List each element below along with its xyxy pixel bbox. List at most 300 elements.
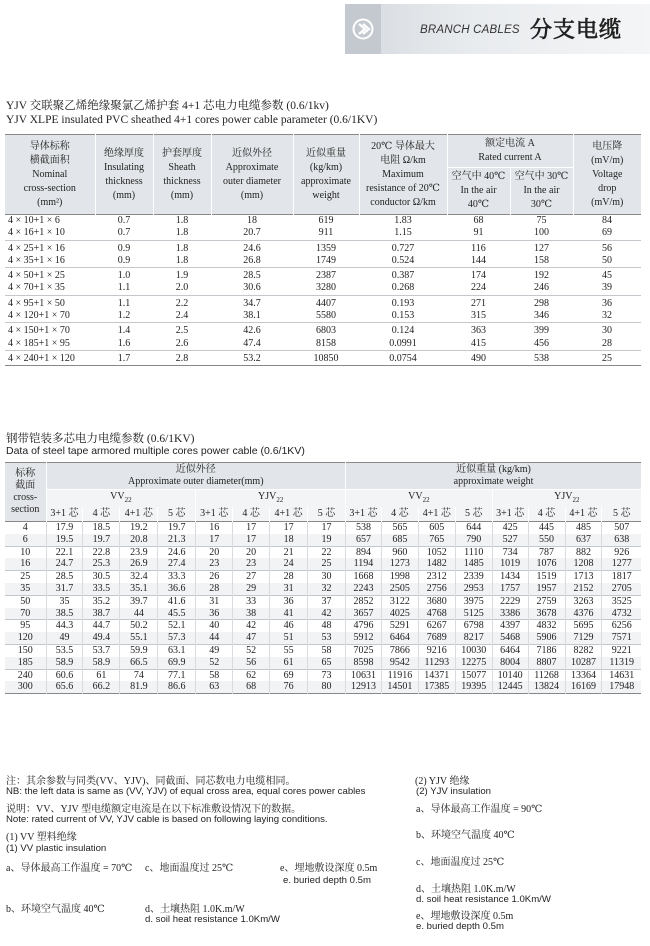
table-cell: 42.6 bbox=[211, 323, 293, 338]
table-cell: 1668 bbox=[346, 571, 382, 583]
header-sheath-thickness: 护套厚度 Sheath thickness (mm) bbox=[153, 135, 211, 215]
table-cell: 20 bbox=[196, 546, 233, 558]
table-cell: 47.4 bbox=[243, 337, 261, 349]
section-cell: 240 bbox=[5, 669, 46, 681]
table-cell: 53 bbox=[308, 632, 346, 644]
table-cell: 2505 bbox=[381, 583, 418, 595]
section-cell: 95 bbox=[5, 620, 46, 632]
table-row bbox=[5, 227, 641, 240]
table-row bbox=[5, 632, 641, 644]
table-cell: 456 bbox=[534, 337, 549, 349]
table-cell: 5125 bbox=[455, 608, 492, 620]
table-cell: 7866 bbox=[381, 644, 418, 656]
table-cell: 16169 bbox=[565, 681, 602, 693]
table-cell: 35.2 bbox=[83, 595, 120, 607]
header-resistance: 20℃ 导体最大 电阻 Ω/km Maximum resistance of 20℃ conductor Ω/km bbox=[359, 135, 447, 215]
table-cell: 1019 bbox=[492, 558, 528, 570]
table-cell: 58 bbox=[308, 644, 346, 656]
table-cell: 41 bbox=[270, 608, 308, 620]
table-row bbox=[5, 240, 641, 255]
table-cell: 1110 bbox=[455, 546, 492, 558]
table-cell: 960 bbox=[381, 546, 418, 558]
table-cell: 0.7 bbox=[117, 227, 131, 239]
table-cell: 346 bbox=[534, 310, 549, 322]
table-cell: 4407 bbox=[293, 295, 359, 310]
table-cell: 490 bbox=[447, 350, 510, 365]
table-cell: 23 bbox=[196, 558, 233, 570]
note-1-en: NB: the left data is same as (VV, YJV) of equal cross area, equal cores power cables bbox=[6, 786, 366, 797]
table-cell: 28 bbox=[196, 583, 233, 595]
table-cell: 2705 bbox=[602, 583, 641, 595]
table-cell: 8598 bbox=[346, 657, 382, 669]
section-cell: 70 bbox=[5, 608, 46, 620]
table-cell: 35 bbox=[46, 595, 83, 607]
table-cell: 91 bbox=[473, 227, 484, 239]
section-cell: 10 bbox=[5, 546, 46, 558]
table-cell: 1434 bbox=[492, 571, 528, 583]
table-cell: 538 bbox=[346, 522, 382, 534]
table-cell: 911 bbox=[318, 227, 334, 239]
table-cell: 2152 bbox=[565, 583, 602, 595]
table-cell: 32 bbox=[602, 310, 612, 322]
table-cell: 1519 bbox=[528, 571, 565, 583]
table-cell: 415 bbox=[471, 337, 486, 349]
header-cross-section: 导体标称 横截面积 Nominal cross-section (mm²) bbox=[5, 135, 95, 215]
table-row bbox=[5, 620, 641, 632]
table-cell: 86.6 bbox=[158, 681, 196, 693]
table-cell: 3657 bbox=[346, 608, 382, 620]
table-cell: 315 bbox=[471, 310, 486, 322]
table-cell: 0.153 bbox=[391, 310, 415, 322]
header-core-count: 4 芯 bbox=[381, 507, 418, 522]
table-cell: 41.6 bbox=[158, 595, 196, 607]
table-cell: 7025 bbox=[346, 644, 382, 656]
table-cell: 38 bbox=[233, 608, 270, 620]
table-cell: 61 bbox=[83, 669, 120, 681]
table-cell: 1273 bbox=[381, 558, 418, 570]
table-cell: 8004 bbox=[492, 657, 528, 669]
table-cell: 1076 bbox=[528, 558, 565, 570]
table-cell: 1359 bbox=[293, 240, 359, 255]
table-cell: 0.524 bbox=[391, 254, 415, 266]
table-cell: 53.7 bbox=[83, 644, 120, 656]
vv-heading-en: (1) VV plastic insulation bbox=[6, 843, 107, 854]
table-cell: 50.2 bbox=[120, 620, 158, 632]
table-row bbox=[5, 268, 641, 283]
cable-spec-cell: 4 × 70+1 × 35 bbox=[8, 282, 65, 294]
table-cell: 158 bbox=[534, 254, 549, 266]
table-cell: 11319 bbox=[602, 657, 641, 669]
table-cell: 77.1 bbox=[158, 669, 196, 681]
yjv-condition-e-cn: e、埋地敷设深度 0.5m bbox=[416, 911, 514, 922]
section-cell: 25 bbox=[5, 571, 46, 583]
table-cell: 17 bbox=[233, 534, 270, 546]
banner-title-cn: 分支电缆 bbox=[530, 18, 623, 43]
note-1-cn: 注：其余参数与同类(VV、YJV)、同截面、同芯数电力电缆相同。 bbox=[6, 776, 296, 787]
table-cell: 1.4 bbox=[95, 323, 153, 338]
table-cell: 246 bbox=[534, 282, 549, 294]
table-cell: 7129 bbox=[565, 632, 602, 644]
table-cell: 12445 bbox=[492, 681, 528, 693]
table-cell: 1957 bbox=[528, 583, 565, 595]
table-cell: 644 bbox=[455, 522, 492, 534]
table-cell: 65.6 bbox=[46, 681, 83, 693]
table-cell: 28 bbox=[270, 571, 308, 583]
table-cell: 790 bbox=[455, 534, 492, 546]
table-cell: 39 bbox=[602, 282, 612, 294]
table-cell: 5291 bbox=[381, 620, 418, 632]
table-cell: 60.6 bbox=[46, 669, 83, 681]
table-cell: 7571 bbox=[602, 632, 641, 644]
table-cell: 9216 bbox=[418, 644, 455, 656]
table-row bbox=[5, 295, 641, 310]
table-cell: 765 bbox=[418, 534, 455, 546]
table-cell: 1.9 bbox=[153, 268, 211, 283]
table-row bbox=[5, 215, 641, 228]
table-cell: 84 bbox=[602, 215, 612, 226]
header-nominal-section: 标称 截面 cross- section bbox=[5, 463, 46, 522]
table-cell: 1713 bbox=[565, 571, 602, 583]
header-voltage-drop: 电压降 (mV/m) Voltage drop (mV/m) bbox=[573, 135, 641, 215]
note-2-en: Note: rated current of VV, YJV cable is based on following laying conditions. bbox=[6, 814, 328, 825]
table-cell: 0.268 bbox=[391, 282, 415, 294]
table-cell: 485 bbox=[565, 522, 602, 534]
section-cell: 6 bbox=[5, 534, 46, 546]
table-cell: 42 bbox=[308, 608, 346, 620]
table-cell: 1.8 bbox=[153, 240, 211, 255]
table-cell: 1998 bbox=[381, 571, 418, 583]
table-cell: 19395 bbox=[455, 681, 492, 693]
table-cell: 18.5 bbox=[83, 522, 120, 534]
table-cell: 4796 bbox=[346, 620, 382, 632]
cable-spec-cell: 4 × 240+1 × 120 bbox=[5, 350, 95, 365]
table-cell: 49 bbox=[46, 632, 83, 644]
table-cell: 14371 bbox=[418, 669, 455, 681]
table-cell: 2756 bbox=[418, 583, 455, 595]
header-core-count: 4 芯 bbox=[528, 507, 565, 522]
table-row bbox=[5, 595, 641, 607]
table-cell: 26.9 bbox=[120, 558, 158, 570]
table-cell: 11916 bbox=[381, 669, 418, 681]
table-cell: 527 bbox=[492, 534, 528, 546]
table-cell: 49 bbox=[196, 644, 233, 656]
header-rated-current: 额定电流 A Rated current A bbox=[447, 135, 573, 168]
table-cell: 3386 bbox=[492, 608, 528, 620]
header-vv-weight: $VV_{22}$ bbox=[346, 490, 493, 508]
table-cell: 1.15 bbox=[394, 227, 412, 239]
table-cell: 399 bbox=[510, 323, 573, 338]
yjv-condition-a: a、导体最高工作温度 = 90℃ bbox=[416, 804, 543, 815]
table-cell: 2953 bbox=[455, 583, 492, 595]
table-cell: 298 bbox=[510, 295, 573, 310]
table-cell: 1757 bbox=[492, 583, 528, 595]
table-cell: 7689 bbox=[418, 632, 455, 644]
table-cell: 926 bbox=[602, 546, 641, 558]
table-cell: 24 bbox=[270, 558, 308, 570]
table-cell: 31.7 bbox=[46, 583, 83, 595]
header-core-count: 4+1 芯 bbox=[565, 507, 602, 522]
table-cell: 55 bbox=[270, 644, 308, 656]
table-cell: 192 bbox=[510, 268, 573, 283]
table-cell: 3525 bbox=[602, 595, 641, 607]
table-cell: 58.9 bbox=[83, 657, 120, 669]
table-cell: 4025 bbox=[381, 608, 418, 620]
table-row bbox=[5, 583, 641, 595]
table-cell: 3975 bbox=[455, 595, 492, 607]
table-cell: 45.5 bbox=[158, 608, 196, 620]
table-cell: 19.2 bbox=[120, 522, 158, 534]
table-cell: 6267 bbox=[418, 620, 455, 632]
vv-heading-cn: (1) VV 塑料绝缘 bbox=[6, 832, 77, 843]
table-cell: 17 bbox=[270, 522, 308, 534]
header-core-count: 3+1 芯 bbox=[346, 507, 382, 522]
cable-spec-cell: 4 × 95+1 × 50 bbox=[5, 295, 95, 310]
table-cell: 271 bbox=[447, 295, 510, 310]
table-cell: 1.6 bbox=[117, 337, 131, 349]
table-cell: 22.8 bbox=[83, 546, 120, 558]
table-cell: 425 bbox=[492, 522, 528, 534]
table-cell: 8217 bbox=[455, 632, 492, 644]
table-cell: 66.2 bbox=[83, 681, 120, 693]
yjv-condition-b: b、环境空气温度 40℃ bbox=[416, 830, 515, 841]
table-row bbox=[5, 644, 641, 656]
table-cell: 30.6 bbox=[243, 282, 261, 294]
table-cell: 19.7 bbox=[158, 522, 196, 534]
table-cell: 24.6 bbox=[211, 240, 293, 255]
table-cell: 2.8 bbox=[153, 350, 211, 365]
table-cell: 2.5 bbox=[153, 323, 211, 338]
table-cell: 1.1 bbox=[117, 282, 131, 294]
table-cell: 637 bbox=[565, 534, 602, 546]
header-core-count: 5 芯 bbox=[308, 507, 346, 522]
table-cell: 50 bbox=[602, 254, 612, 266]
table-cell: 127 bbox=[510, 240, 573, 255]
table-cell: 20.8 bbox=[120, 534, 158, 546]
table-cell: 14631 bbox=[602, 669, 641, 681]
table-row bbox=[5, 338, 641, 351]
table-cell: 31 bbox=[196, 595, 233, 607]
table-cell: 36 bbox=[573, 295, 641, 310]
table-cell: 6464 bbox=[492, 644, 528, 656]
table-cell: 12275 bbox=[455, 657, 492, 669]
table-cell: 38.5 bbox=[46, 608, 83, 620]
vv-condition-e-en: e. buried depth 0.5m bbox=[283, 875, 372, 886]
table-cell: 39.7 bbox=[120, 595, 158, 607]
table-row bbox=[5, 571, 641, 583]
vv-condition-d-cn: d、土壤热阻 1.0K.m/W bbox=[145, 904, 245, 915]
table-cell: 33.5 bbox=[83, 583, 120, 595]
header-core-count: 3+1 芯 bbox=[196, 507, 233, 522]
table1-title-en: YJV XLPE insulated PVC sheathed 4+1 cores power cable parameter (0.6/1KV) bbox=[6, 114, 378, 126]
table-cell: 25.3 bbox=[83, 558, 120, 570]
table-cell: 36 bbox=[196, 608, 233, 620]
table-cell: 6256 bbox=[602, 620, 641, 632]
header-outer-diameter: 近似外径 Approximate outer diameter (mm) bbox=[211, 135, 293, 215]
table-cell: 1208 bbox=[565, 558, 602, 570]
table-cell: 19.5 bbox=[46, 534, 83, 546]
table-row bbox=[5, 323, 641, 338]
table-cell: 47 bbox=[233, 632, 270, 644]
table-cell: 0.7 bbox=[117, 215, 131, 226]
header-vv-diameter: $VV_{22}$ bbox=[46, 490, 196, 508]
power-cable-parameter-table bbox=[5, 134, 641, 366]
yjv-heading-en: (2) YJV insulation bbox=[416, 786, 492, 797]
table-cell: 4376 bbox=[565, 608, 602, 620]
table-cell: 36.6 bbox=[158, 583, 196, 595]
table-cell: 49.4 bbox=[83, 632, 120, 644]
table-cell: 638 bbox=[602, 534, 641, 546]
table-cell: 787 bbox=[528, 546, 565, 558]
table1-title-cn: YJV 交联聚乙烯绝缘聚氯乙烯护套 4+1 芯电力电缆参数 (0.6/1kv) bbox=[6, 100, 329, 112]
header-banner bbox=[0, 0, 650, 58]
table-row bbox=[5, 657, 641, 669]
table-cell: 35.1 bbox=[120, 583, 158, 595]
table-cell: 23 bbox=[233, 558, 270, 570]
table-cell: 76 bbox=[270, 681, 308, 693]
yjv-condition-d-en: d. soil heat resistance 1.0Km/W bbox=[416, 894, 551, 905]
table-cell: 20 bbox=[233, 546, 270, 558]
table2-title-cn: 钢带铠装多芯电力电缆参数 (0.6/1KV) bbox=[6, 433, 195, 445]
table-cell: 1.8 bbox=[175, 227, 189, 239]
table-cell: 51 bbox=[270, 632, 308, 644]
table-cell: 1817 bbox=[602, 571, 641, 583]
table-cell: 68 bbox=[233, 681, 270, 693]
table-cell: 24.6 bbox=[158, 546, 196, 558]
yjv-condition-e-en: e. buried depth 0.5m bbox=[416, 921, 505, 932]
table-cell: 6798 bbox=[455, 620, 492, 632]
table-cell: 1.8 bbox=[175, 215, 189, 226]
table-cell: 8282 bbox=[565, 644, 602, 656]
header-core-count: 4+1 芯 bbox=[120, 507, 158, 522]
table-cell: 57.3 bbox=[158, 632, 196, 644]
table-row bbox=[5, 534, 641, 546]
table-cell: 17948 bbox=[602, 681, 641, 693]
table-cell: 2387 bbox=[293, 268, 359, 283]
table-cell: 48 bbox=[308, 620, 346, 632]
vv-condition-d-en: d. soil heat resistance 1.0Km/W bbox=[145, 914, 280, 925]
table-cell: 1052 bbox=[418, 546, 455, 558]
cable-spec-cell: 4 × 35+1 × 16 bbox=[8, 254, 65, 266]
table-cell: 9542 bbox=[381, 657, 418, 669]
table-cell: 363 bbox=[447, 323, 510, 338]
table-cell: 0.193 bbox=[359, 295, 447, 310]
table-cell: 894 bbox=[346, 546, 382, 558]
table-cell: 2.4 bbox=[175, 310, 189, 322]
table-cell: 44.3 bbox=[46, 620, 83, 632]
table-cell: 25 bbox=[308, 558, 346, 570]
table-cell: 4397 bbox=[492, 620, 528, 632]
table-cell: 5695 bbox=[565, 620, 602, 632]
section-cell: 16 bbox=[5, 558, 46, 570]
table-cell: 6803 bbox=[293, 323, 359, 338]
table-cell: 0.0754 bbox=[359, 350, 447, 365]
table-cell: 31 bbox=[270, 583, 308, 595]
table-cell: 63.1 bbox=[158, 644, 196, 656]
table-cell: 1485 bbox=[455, 558, 492, 570]
vv-condition-a: a、导体最高工作温度 = 70℃ bbox=[6, 863, 133, 874]
table-cell: 30 bbox=[308, 571, 346, 583]
table-cell: 73 bbox=[308, 669, 346, 681]
table-cell: 1.0 bbox=[95, 268, 153, 283]
table-cell: 27 bbox=[233, 571, 270, 583]
table-cell: 538 bbox=[510, 350, 573, 365]
table-cell: 0.9 bbox=[117, 254, 131, 266]
table2-title-en: Data of steel tape armored multiple cores power cable (0.6/1KV) bbox=[6, 445, 305, 457]
table-cell: 10631 bbox=[346, 669, 382, 681]
table-cell: 2339 bbox=[455, 571, 492, 583]
table-cell: 69 bbox=[602, 227, 612, 239]
cable-spec-cell: 4 × 10+1 × 6 bbox=[8, 215, 60, 226]
table-cell: 12913 bbox=[346, 681, 382, 693]
table-cell: 605 bbox=[418, 522, 455, 534]
table-cell: 5580 bbox=[316, 310, 336, 322]
table-cell: 33 bbox=[233, 595, 270, 607]
table-cell: 0.124 bbox=[359, 323, 447, 338]
table-cell: 38.1 bbox=[243, 310, 261, 322]
table-cell: 17 bbox=[233, 522, 270, 534]
table-cell: 734 bbox=[492, 546, 528, 558]
vv-condition-c: c、地面温度过 25℃ bbox=[145, 863, 234, 874]
table-cell: 62 bbox=[233, 669, 270, 681]
table-cell: 14501 bbox=[381, 681, 418, 693]
table-cell: 44 bbox=[196, 632, 233, 644]
table-cell: 63 bbox=[196, 681, 233, 693]
header-current-30c: 空气中 30℃ In the air 30℃ bbox=[510, 168, 573, 215]
cable-spec-cell: 4 × 185+1 × 95 bbox=[8, 337, 70, 349]
table-cell: 37 bbox=[308, 595, 346, 607]
table-cell: 1277 bbox=[602, 558, 641, 570]
table-cell: 21 bbox=[270, 546, 308, 558]
table-cell: 52.1 bbox=[158, 620, 196, 632]
table-cell: 19 bbox=[308, 534, 346, 546]
table-cell: 26 bbox=[196, 571, 233, 583]
table-cell: 13824 bbox=[528, 681, 565, 693]
cable-spec-cell: 4 × 120+1 × 70 bbox=[8, 310, 70, 322]
table-cell: 1.1 bbox=[95, 295, 153, 310]
table-cell: 17 bbox=[308, 522, 346, 534]
yjv-heading-cn: (2) YJV 绝缘 bbox=[415, 776, 470, 787]
table-cell: 80 bbox=[308, 681, 346, 693]
cable-spec-cell: 4 × 50+1 × 25 bbox=[5, 268, 95, 283]
table-cell: 21.3 bbox=[158, 534, 196, 546]
header-core-count: 5 芯 bbox=[158, 507, 196, 522]
table-cell: 882 bbox=[565, 546, 602, 558]
table-cell: 30.5 bbox=[83, 571, 120, 583]
table-cell: 3280 bbox=[316, 282, 336, 294]
table-cell: 10140 bbox=[492, 669, 528, 681]
table-row bbox=[5, 282, 641, 295]
table-cell: 32.4 bbox=[120, 571, 158, 583]
table-cell: 17385 bbox=[418, 681, 455, 693]
header-weight: 近似重量 (kg/km) approximate weight bbox=[346, 463, 641, 490]
header-yjv-diameter: $YJV_{22}$ bbox=[196, 490, 346, 508]
table-cell: 17 bbox=[196, 534, 233, 546]
table-cell: 69.9 bbox=[158, 657, 196, 669]
table-cell: 20.7 bbox=[243, 227, 261, 239]
table-cell: 42 bbox=[233, 620, 270, 632]
table-cell: 0.9 bbox=[95, 240, 153, 255]
section-cell: 300 bbox=[5, 681, 46, 693]
table-cell: 1.8 bbox=[175, 254, 189, 266]
header-core-count: 3+1 芯 bbox=[46, 507, 83, 522]
table-cell: 550 bbox=[528, 534, 565, 546]
table-cell: 18 bbox=[247, 215, 257, 226]
header-core-count: 4+1 芯 bbox=[418, 507, 455, 522]
table-cell: 25 bbox=[573, 350, 641, 365]
table-cell: 81.9 bbox=[120, 681, 158, 693]
table-cell: 1749 bbox=[316, 254, 336, 266]
section-cell: 4 bbox=[5, 522, 46, 534]
